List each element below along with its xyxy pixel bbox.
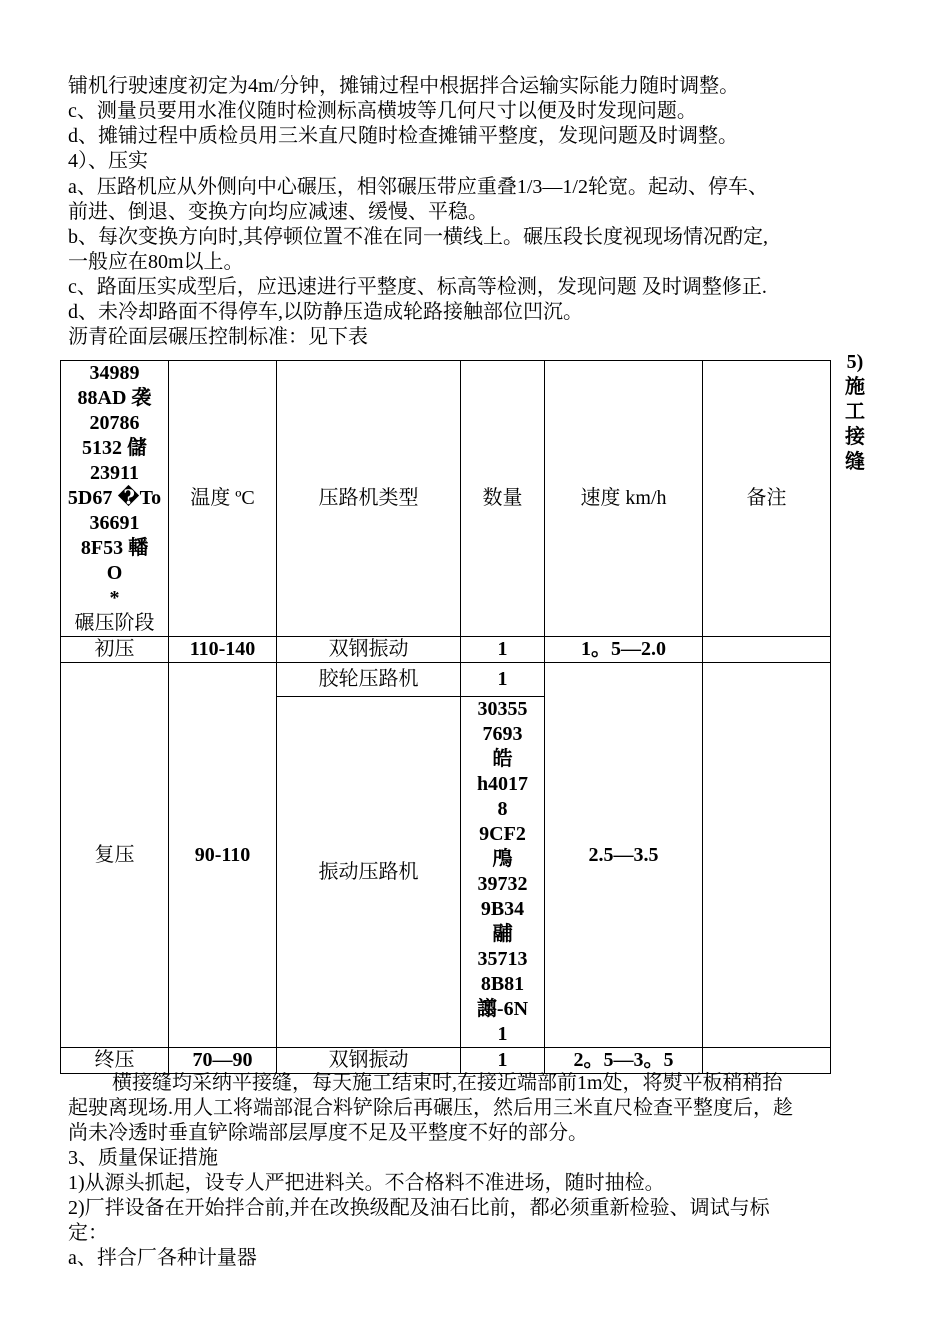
header-stage-cell bbox=[61, 361, 169, 637]
cell-speed: 1。5—2.0 bbox=[545, 637, 703, 663]
cell-note bbox=[703, 637, 831, 663]
cell-roller: 振动压路机 bbox=[277, 697, 461, 1048]
header-stage-line: O bbox=[106, 562, 123, 584]
cell-temp: 70—90 bbox=[169, 1048, 277, 1074]
side-note-char: 工 bbox=[845, 401, 865, 423]
cell-roller: 双钢振动 bbox=[277, 1048, 461, 1074]
cell-qty: 1 bbox=[461, 663, 545, 697]
table-row-re bbox=[61, 663, 831, 697]
side-note-construction-joint bbox=[842, 350, 868, 475]
cell-stage: 初压 bbox=[61, 637, 169, 663]
cell-qty: 1 bbox=[461, 637, 545, 663]
cell-roller: 双钢振动 bbox=[277, 637, 461, 663]
paragraph-quality-1: 1)从源头抓起，设专人严把进料关。不合格料不准进场，随时抽检。 bbox=[68, 1172, 665, 1194]
qty-line: 30355 bbox=[477, 698, 528, 720]
header-temp: 温度 ºC bbox=[169, 361, 277, 637]
section-heading-quality: 3、质量保证措施 bbox=[68, 1147, 218, 1169]
cell-speed: 2。5—3。5 bbox=[545, 1048, 703, 1074]
qty-line: 1 bbox=[497, 1023, 508, 1045]
paragraph-paver-speed: 铺机行驶速度初定为4m/分钟，摊铺过程中根据拌合运输实际能力随时调整。 bbox=[68, 75, 740, 97]
paragraph-joint-line2: 起驶离现场.用人工将端部混合料铲除后再碾压，然后用三米直尺检查平整度后，趁 bbox=[68, 1097, 793, 1119]
qty-line: 8 bbox=[497, 798, 508, 820]
side-note-char: 接 bbox=[845, 426, 865, 448]
qty-line: 鬴 bbox=[492, 923, 513, 945]
paragraph-compaction-b-line1: b、每次变换方向时,其停顿位置不准在同一横线上。碾压段长度视现场情况酌定, bbox=[68, 226, 768, 248]
header-stage-line: 88AD 袭 bbox=[77, 387, 152, 409]
qty-line: 35713 bbox=[477, 948, 528, 970]
qty-line: 7693 bbox=[482, 723, 523, 745]
header-roller: 压路机类型 bbox=[277, 361, 461, 637]
paragraph-inspector: d、摊铺过程中质检员用三米直尺随时检查摊铺平整度，发现问题及时调整。 bbox=[68, 125, 738, 147]
paragraph-compaction-d: d、未冷却路面不得停车,以防静压造成轮路接触部位凹沉。 bbox=[68, 301, 583, 323]
cell-qty bbox=[461, 697, 545, 1048]
cell-roller: 胶轮压路机 bbox=[277, 663, 461, 697]
paragraph-survey: c、测量员要用水准仪随时检测标高横坡等几何尺寸以便及时发现问题。 bbox=[68, 100, 697, 122]
header-speed: 速度 km/h bbox=[545, 361, 703, 637]
header-stage-line: 8F53 轓 bbox=[80, 537, 149, 559]
cell-temp: 110-140 bbox=[169, 637, 277, 663]
paragraph-compaction-c: c、路面压实成型后，应迅速进行平整度、标高等检测，发现问题 及时调整修正. bbox=[68, 276, 767, 298]
qty-line: 9B34 bbox=[480, 898, 525, 920]
qty-line: 皓 bbox=[492, 748, 513, 770]
qty-line: 譾-6N bbox=[476, 998, 529, 1020]
qty-line: 9CF2 bbox=[479, 823, 526, 845]
cell-temp: 90-110 bbox=[169, 663, 277, 1048]
paragraph-compaction-a-line1: a、压路机应从外侧向中心碾压，相邻碾压带应重叠1/3—1/2轮宽。起动、停车、 bbox=[68, 176, 768, 198]
cell-stage: 终压 bbox=[61, 1048, 169, 1074]
header-stage-label: 碾压阶段 bbox=[74, 612, 155, 634]
paragraph-quality-2a: a、拌合厂各种计量器 bbox=[68, 1247, 257, 1269]
header-stage-line: 20786 bbox=[89, 412, 140, 434]
qty-line: h4017 bbox=[476, 773, 529, 795]
side-note-char: 施 bbox=[845, 376, 865, 398]
paragraph-compaction-b-line2: 一般应在80m以上。 bbox=[68, 251, 244, 273]
cell-qty: 1 bbox=[461, 1048, 545, 1074]
header-stage-line: 34989 bbox=[89, 362, 140, 384]
header-stage-line: 36691 bbox=[89, 512, 140, 534]
qty-line: 8B81 bbox=[480, 973, 525, 995]
qty-line: 39732 bbox=[477, 873, 528, 895]
side-note-char: 缝 bbox=[845, 451, 865, 473]
table-header-row bbox=[61, 361, 831, 637]
paragraph-joint-line1: 横接缝均采纳平接缝，每天施工结束时,在接近端部前1m处，将熨平板稍稍抬 bbox=[112, 1072, 783, 1094]
cell-speed: 2.5—3.5 bbox=[545, 663, 703, 1048]
header-qty: 数量 bbox=[461, 361, 545, 637]
header-note: 备注 bbox=[703, 361, 831, 637]
side-note-char: 5) bbox=[846, 351, 864, 373]
table-row-initial bbox=[61, 637, 831, 663]
paragraph-quality-2-line2: 定： bbox=[68, 1222, 108, 1244]
paragraph-compaction-a-line2: 前进、倒退、变换方向均应减速、缓慢、平稳。 bbox=[68, 201, 488, 223]
paragraph-quality-2-line1: 2)厂拌设备在开始拌合前,并在改换级配及油石比前，都必须重新检验、调试与标 bbox=[68, 1197, 770, 1219]
cell-note bbox=[703, 663, 831, 1048]
compaction-control-table bbox=[60, 360, 831, 1074]
cell-stage: 复压 bbox=[61, 663, 169, 1048]
header-stage-line: 5132 儲 bbox=[82, 437, 147, 459]
qty-line: 鳲 bbox=[492, 848, 513, 870]
paragraph-joint-line3: 尚未冷透时垂直铲除端部层厚度不足及平整度不好的部分。 bbox=[68, 1122, 588, 1144]
header-stage-line: 23911 bbox=[90, 462, 139, 484]
table-caption: 沥青砼面层碾压控制标准：见下表 bbox=[68, 326, 368, 348]
header-stage-line: 5D67 �To bbox=[67, 487, 162, 509]
header-stage-line: * bbox=[109, 587, 120, 609]
section-heading-compaction: 4）、压实 bbox=[68, 150, 148, 172]
